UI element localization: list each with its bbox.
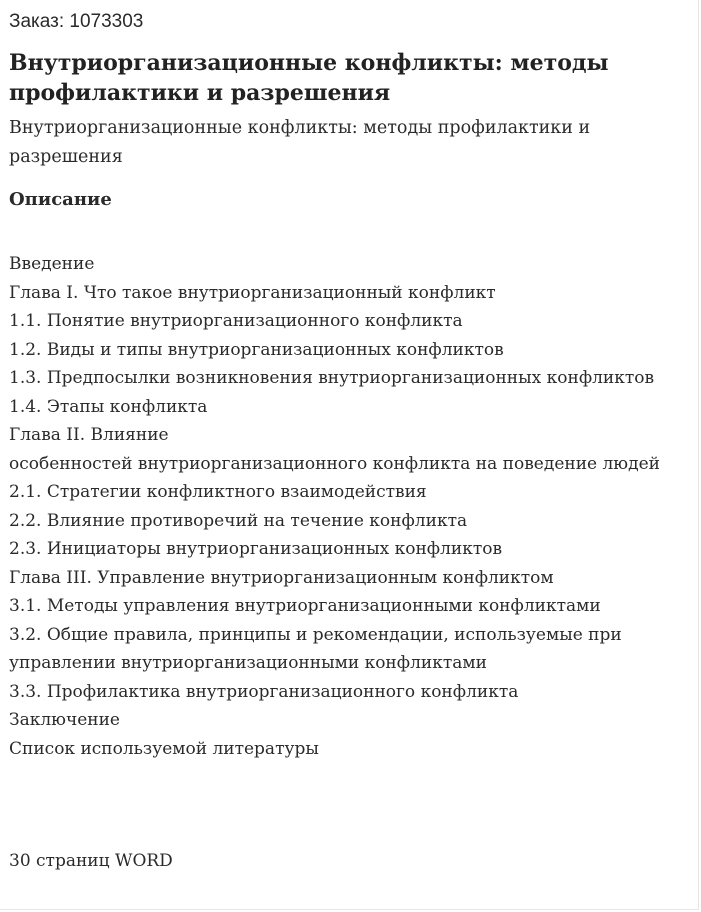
toc-item: Введение [9,254,95,274]
description-heading: Описание [9,189,112,210]
table-of-contents [9,250,684,763]
toc-item: Глава III. Управление внутриорганизационным конфликтом [9,567,554,588]
order-number: Заказ: 1073303 [9,11,144,32]
document-subtitle: Внутриорганизационные конфликты: методы профилактики и разрешения [9,118,591,167]
toc-item: 3.2. Общие правила, принципы и рекомендации, используемые при управлении внутриорганизационными конфликтами [9,624,622,673]
toc-item: Глава I. Что такое внутриорганизационный конфликт [9,282,496,303]
document-title: Внутриорганизационные конфликты: методы профилактики и разрешения [9,50,609,106]
toc-item: Глава II. Влияние [9,425,169,445]
toc-item: 3.1. Методы управления внутриорганизационными конфликтами [9,596,601,616]
page-count: 30 страниц WORD [9,851,173,871]
toc-item: 1.3. Предпосылки возникновения внутриорганизационных конфликтов [9,368,655,388]
toc-item: 1.1. Понятие внутриорганизационного конфликта [9,311,463,331]
toc-item: Список используемой литературы [9,738,319,759]
toc-item: 2.3. Инициаторы внутриорганизационных конфликтов [9,539,503,559]
toc-item: 2.2. Влияние противоречий на течение конфликта [9,510,468,531]
toc-item: 1.2. Виды и типы внутриорганизационных конфликтов [9,339,504,360]
toc-item: 3.3. Профилактика внутриорганизационного конфликта [9,681,519,702]
toc-item: особенностей внутриорганизационного конфликта на поведение людей [9,453,660,474]
toc-item: 1.4. Этапы конфликта [9,396,208,417]
toc-item: 2.1. Стратегии конфликтного взаимодействия [9,482,427,502]
toc-item: Заключение [9,710,120,730]
